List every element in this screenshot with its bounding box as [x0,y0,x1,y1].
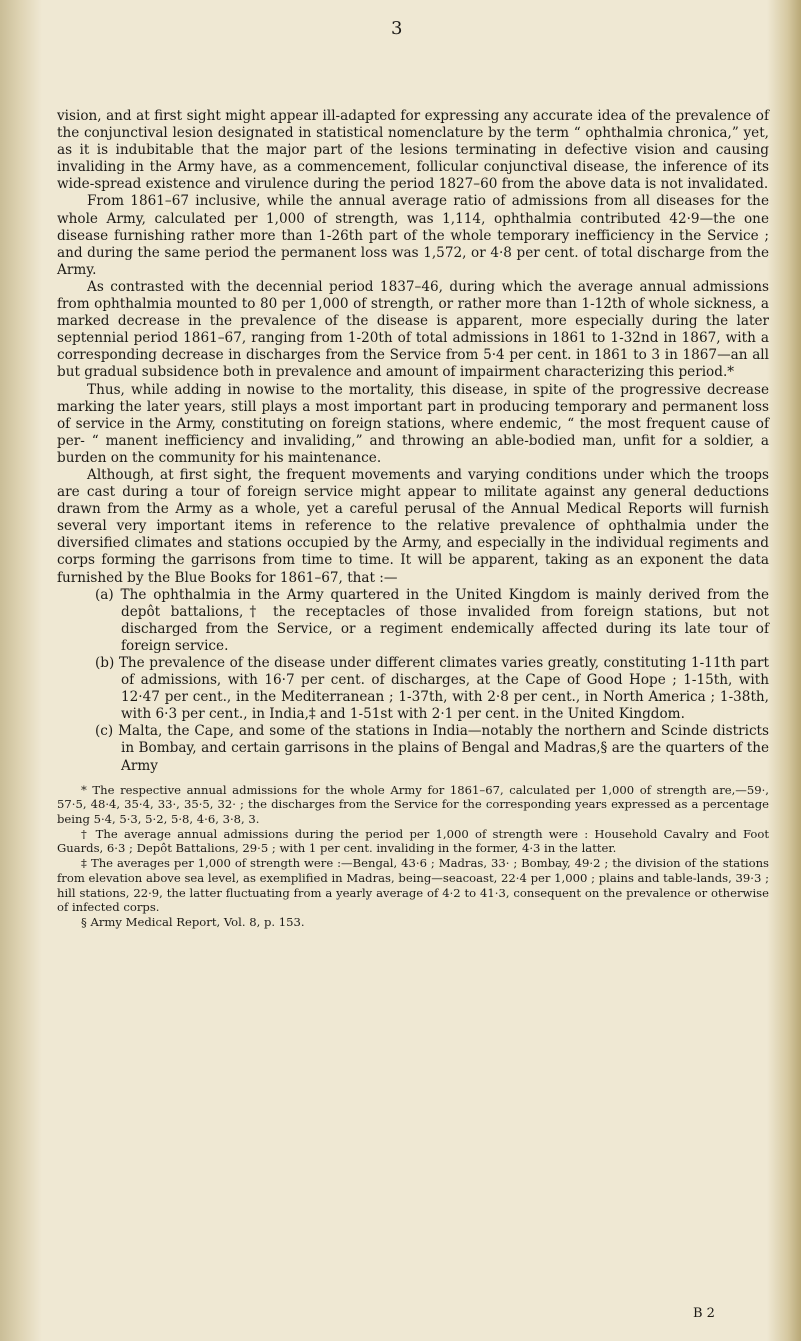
paragraph-3: As contrasted with the decennial period 1837–46, during which the average annual admissions from ophthalmia mounted to 80 per 1,000 of strength, or rather more than 1-12th of whole sickness, a marked decrease in the prevalence of the disease is apparent, more especially during the later septennial period 1861–67, ranging from 1-20th of total admissions in 1861 to 1-32nd in 1867, with a corresponding decrease in discharges from the Service from 5·4 per cent. in 1861 to 3 in 1867—an all but gradual subsidence both in prevalence and amount of impairment characterizing this period.* [57,278,769,381]
footnote-2: † The average annual admissions during the period per 1,000 of strength were : Household Cavalry and Foot Guards, 6·3 ; Depôt Battalions, 29·5 ; with 1 per cent. invaliding in the former, 4·3 in the latter. [57,826,769,856]
footnote-3: ‡ The averages per 1,000 of strength were :—Bengal, 43·6 ; Madras, 33· ; Bombay, 49·2 ; the division of the stations from elevation above sea level, as exemplified in Madras, being—seacoast, 22·4 per 1,000 ; plains and table-lands, 39·3 ; hill stations, 22·9, the latter fluctuating from a yearly average of 4·2 to 41·3, consequent on the prevalence or otherwise of infected corps. [57,856,769,915]
list-item-b: (b) The prevalence of the disease under different climates varies greatly, constituting 1-11th part of admissions, with 16·7 per cent. of discharges, at the Cape of Good Hope ; 1-15th, with 12·47 per cent., in the Mediterranean ; 1-37th, with 2·8 per cent., in North America ; 1-38th, with 6·3 per cent., in India,‡ and 1-51st with 2·1 per cent. in the United Kingdom. [95,655,769,723]
paragraph-5: Although, at first sight, the frequent movements and varying conditions under which the troops are cast during a tour of foreign service might appear to militate against any general deductions drawn from the Army as a whole, yet a careful perusal of the Annual Medical Reports will furnish several very important items in reference to the relative prevalence of ophthalmia under the diversified climates and stations occupied by the Army, and especially in the individual regiments and corps forming the garrisons from time to time. It will be apparent, taking as an exponent the data furnished by the Blue Books for 1861–67, that :— [57,466,769,586]
footnotes [57,783,769,930]
footnote-1: * The respective annual admissions for the whole Army for 1861–67, calculated per 1,000 of strength are,—59·, 57·5, 48·4, 35·4, 33·, 35·5, 32· ; the discharges from the Service for the corresponding years expressed as a percentage being 5·4, 5·3, 5·2, 5·8, 4·6, 3·8, 3. [57,782,769,827]
page-number: 3 [391,18,403,39]
footnote-4: § Army Medical Report, Vol. 8, p. 153. [81,914,305,929]
signature-mark: B 2 [693,1306,715,1321]
page-edge-right [767,0,801,1341]
list-item-a: (a) The ophthalmia in the Army quartered in the United Kingdom is mainly derived from the depôt battalions,† the receptacles of those invalided from foreign stations, but not discharged from the Service, or a regiment endemically affected during its late tour of foreign service. [95,586,769,654]
page-edge-left [0,0,42,1341]
paragraph-1: vision, and at first sight might appear ill-adapted for expressing any accurate idea of the prevalence of the conjunctival lesion designated in statistical nomenclature by the term “ ophthalmia chronica,” yet, as it is indubitable that the major part of the lesions terminating in defective vision and causing invaliding in the Army have, as a commencement, follicular conjunctival disease, the inference of its wide-spread existence and virulence during the period 1827–60 from the above data is not invalidated. [57,108,769,193]
page-body [57,108,769,930]
paragraph-4: Thus, while adding in nowise to the mortality, this disease, in spite of the progressive decrease marking the later years, still plays a most important part in producing temporary and permanent loss of service in the Army, constituting on foreign stations, where endemic, “ the most frequent cause of per- “ manent inefficiency and invaliding,” and throwing an able-bodied man, unfit for a soldier, a burden on the community for his maintenance. [57,381,769,466]
paragraph-2: From 1861–67 inclusive, while the annual average ratio of admissions from all diseases for the whole Army, calculated per 1,000 of strength, was 1,114, ophthalmia contributed 42·9—the one disease furnishing rather more than 1-26th part of the whole temporary inefficiency in the Service ; and during the same period the permanent loss was 1,572, or 4·8 per cent. of total discharge from the Army. [57,193,769,278]
list-item-c: (c) Malta, the Cape, and some of the stations in India—notably the northern and Scinde districts in Bombay, and certain garrisons in the plains of Bengal and Madras,§ are the quarters of the Army [95,723,769,774]
